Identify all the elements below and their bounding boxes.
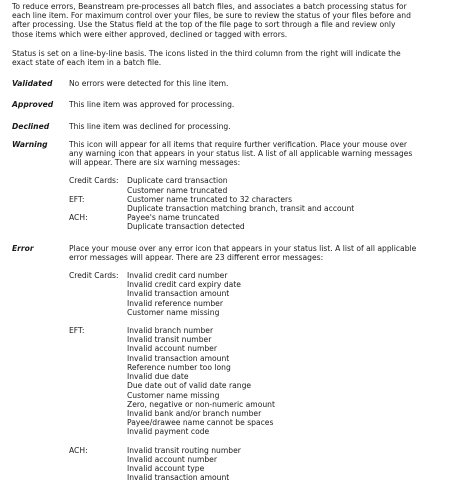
list-item: Reference number too long <box>127 362 231 372</box>
list-item: Invalid transaction amount <box>127 289 230 299</box>
list-item: Due date out of valid date range <box>127 381 252 391</box>
status-warning-block <box>69 140 457 232</box>
list-item: Payee's name truncated <box>127 213 220 223</box>
list-item: Customer name missing <box>127 307 220 317</box>
list-item: Payee/drawee name cannot be spaces <box>127 418 274 428</box>
status-desc-approved: This line item was approved for processing. <box>69 100 235 110</box>
status-definitions <box>12 79 457 482</box>
list-item: Duplicate transaction detected <box>127 222 245 232</box>
status-desc-declined: This line item was declined for processing. <box>69 121 231 131</box>
status-error-block <box>69 244 457 483</box>
list-item: Invalid bank and/or branch number <box>127 408 262 418</box>
warning-category-ach: ACH: <box>69 213 88 223</box>
list-item: Invalid payment code <box>127 427 210 437</box>
list-item: Duplicate card transaction <box>127 176 228 186</box>
error-message-list <box>69 271 457 482</box>
intro-paragraph-2: Status is set on a line-by-line basis. The icons listed in the third column from the right will indicate the exact state of each item in a batch file. <box>12 48 401 68</box>
warning-category-credit-cards: Credit Cards: <box>69 176 119 186</box>
list-item: Invalid transaction amount <box>127 353 230 363</box>
status-label-validated: Validated <box>12 79 53 89</box>
list-item: Customer name missing <box>127 390 220 400</box>
list-item: Invalid branch number <box>127 326 214 336</box>
list-item: Invalid transit number <box>127 335 212 345</box>
list-item: Invalid transaction amount <box>127 473 230 483</box>
list-item: Invalid account number <box>127 344 217 354</box>
list-item: Customer name truncated <box>127 185 228 195</box>
error-category-credit-cards: Credit Cards: <box>69 271 119 281</box>
list-item: Customer name truncated to 32 characters <box>127 194 293 204</box>
warning-message-list <box>69 176 457 231</box>
list-item: Duplicate transaction matching branch, transit and account <box>127 204 355 214</box>
list-item: Invalid reference number <box>127 298 223 308</box>
list-item: Invalid due date <box>127 372 189 382</box>
list-item: Invalid credit card expiry date <box>127 280 241 290</box>
list-item: Invalid transit routing number <box>127 445 241 455</box>
list-item: Zero, negative or non-numeric amount <box>127 399 275 409</box>
status-desc-validated: No errors were detected for this line item. <box>69 79 229 89</box>
status-label-error: Error <box>12 243 34 253</box>
status-label-warning: Warning <box>12 139 48 149</box>
list-item: Invalid account type <box>127 463 205 473</box>
list-item: Invalid credit card number <box>127 271 228 281</box>
intro-paragraph-1: To reduce errors, Beanstream pre-processes all batch files, and associates a batch processing status for each line item. For maximum control over your files, be sure to review the status of your files before and after processing. Use the Status field at the top of the file page to sort through a file and review only those items which were either approved, declined or tagged with errors. <box>12 2 411 39</box>
warning-category-eft: EFT: <box>69 194 85 204</box>
status-desc-warning: This icon will appear for all items that require further verification. Place your mouse over any warning icon that appears in your status list. A list of all applicable warning messages will appear. There are six warning messages: <box>69 139 413 168</box>
status-label-declined: Declined <box>12 121 50 131</box>
error-category-eft: EFT: <box>69 326 85 336</box>
status-desc-error: Place your mouse over any error icon that appears in your status list. A list of all applicable error messages will appear. There are 23 different error messages: <box>69 243 417 262</box>
list-item: Invalid account number <box>127 454 217 464</box>
error-category-ach: ACH: <box>69 445 88 455</box>
status-label-approved: Approved <box>12 100 54 110</box>
